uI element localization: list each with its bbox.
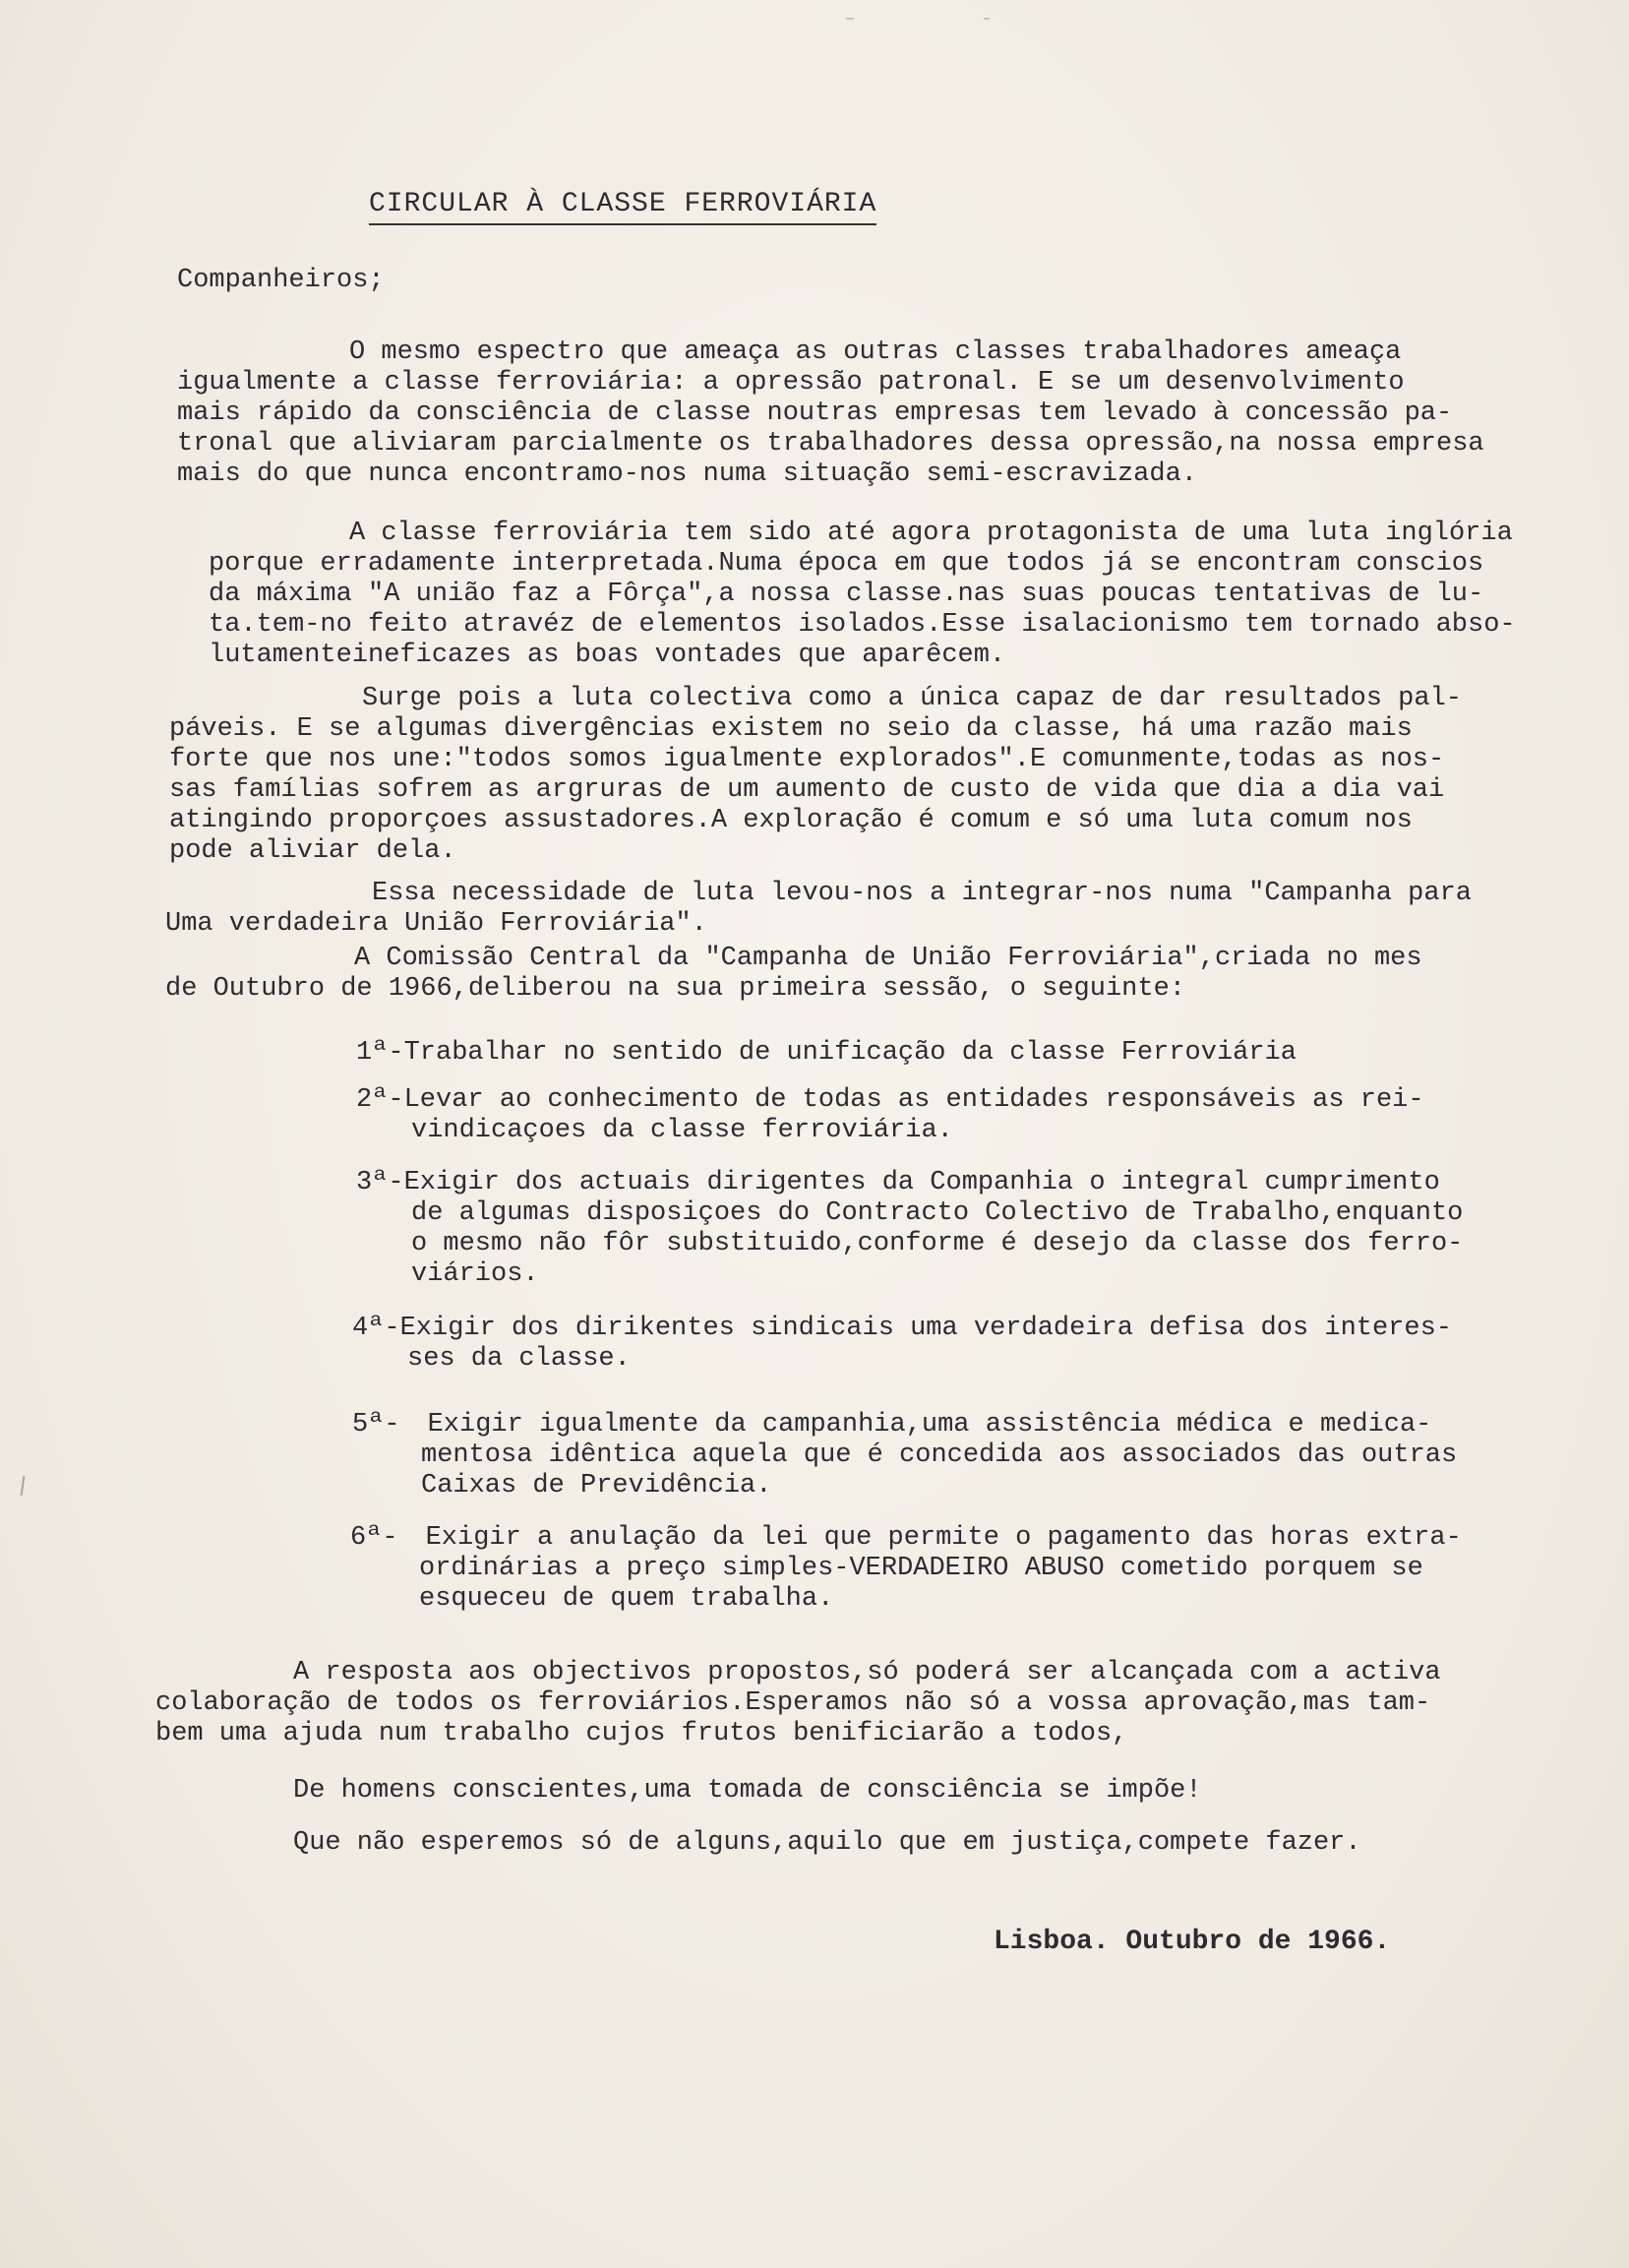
list-item-3 (356, 1168, 1463, 1290)
item-text: mentosa idêntica aquela que é concedida aos associados das outras (421, 1440, 1458, 1470)
text-line: ta.tem-no feito atravéz de elementos isolados.Esse isalacionismo tem tornado abso- (209, 610, 1516, 640)
item-text: esqueceu de quem trabalha. (419, 1584, 834, 1614)
closing-line-2: Que não esperemos só de alguns,aquilo que em justiça,compete fazer. (293, 1828, 1361, 1858)
item-number: 1ª- (356, 1038, 404, 1068)
paragraph-2 (209, 519, 1516, 671)
text-line: mais rápido da consciência de classe noutras empresas tem levado à concessão pa- (177, 398, 1453, 428)
text-line: O mesmo espectro que ameaça as outras classes trabalhadores ameaça (349, 337, 1402, 367)
text-line: lutamenteineficazes as boas vontades que aparêcem. (209, 641, 1006, 670)
text-line: pode aliviar dela. (169, 836, 456, 866)
text-line: A resposta aos objectivos propostos,só poderá ser alcançada com a activa (293, 1658, 1441, 1687)
item-text: vindicaçoes da classe ferroviária. (411, 1116, 953, 1145)
list-item-4 (352, 1314, 1452, 1375)
paper-mark (846, 18, 854, 20)
text-line: bem uma ajuda num trabalho cujos frutos benificiarão a todos, (155, 1719, 1128, 1748)
item-text: Caixas de Previdência. (421, 1471, 772, 1501)
item-text: Exigir a anulação da lei que permite o pagamento das horas extra- (425, 1523, 1462, 1553)
text-line: da máxima "A união faz a Fôrça",a nossa classe.nas suas poucas tentativas de lu- (209, 580, 1484, 609)
text-line: Uma verdadeira União Ferroviária". (165, 909, 707, 939)
item-number: 4ª- (352, 1314, 400, 1343)
text-line: A classe ferroviária tem sido até agora protagonista de uma luta inglória (349, 519, 1513, 548)
text-line: tronal que aliviaram parcialmente os trabalhadores dessa opressão,na nossa empresa (177, 429, 1484, 459)
text-line: Surge pois a luta colectiva como a única capaz de dar resultados pal- (362, 684, 1462, 713)
closing-paragraph (155, 1658, 1441, 1749)
item-text: de algumas disposiçoes do Contracto Colectivo de Trabalho,enquanto (411, 1198, 1464, 1228)
text-line: de Outubro de 1966,deliberou na sua primeira sessão, o seguinte: (165, 974, 1185, 1004)
list-item-5 (352, 1410, 1457, 1502)
text-line: forte que nos une:"todos somos igualmente explorados".E comunmente,todas as nos- (169, 745, 1445, 774)
text-line: igualmente a classe ferroviária: a opressão patronal. E se um desenvolvimento (177, 368, 1405, 398)
item-number: 6ª- (350, 1523, 398, 1553)
text-line: mais do que nunca encontramo-nos numa situação semi-escravizada. (177, 460, 1197, 489)
item-text: Trabalhar no sentido de unificação da classe Ferroviária (403, 1038, 1297, 1068)
item-text: o mesmo não fôr substituido,conforme é desejo da classe dos ferro- (411, 1229, 1464, 1258)
salutation: Companheiros; (177, 266, 385, 295)
list-item-6 (350, 1523, 1462, 1615)
item-text: Exigir dos dirikentes sindicais uma verdadeira defisa dos interes- (399, 1314, 1452, 1343)
item-text: viários. (411, 1259, 539, 1289)
item-text: Exigir dos actuais dirigentes da Companhia o integral cumprimento (403, 1168, 1440, 1197)
list-item-2 (356, 1085, 1424, 1146)
item-number: 3ª- (356, 1168, 404, 1197)
text-line: páveis. E se algumas divergências existem no seio da classe, há uma razão mais (169, 714, 1413, 744)
text-line: Essa necessidade de luta levou-nos a integrar-nos numa "Campanha para (372, 879, 1472, 908)
paragraph-4 (165, 879, 1472, 940)
paragraph-1 (177, 337, 1484, 490)
closing-line-1: De homens conscientes,uma tomada de consciência se impõe! (293, 1776, 1202, 1806)
document-title: CIRCULAR À CLASSE FERROVIÁRIA (369, 189, 876, 225)
paragraph-3 (169, 684, 1462, 867)
place-date: Lisboa. Outubro de 1966. (994, 1927, 1391, 1957)
text-line: A Comissão Central da "Campanha de União Ferroviária",criada no mes (354, 944, 1422, 973)
item-text: ordinárias a preço simples-VERDADEIRO ABUSO cometido porquem se (419, 1554, 1423, 1583)
item-number: 5ª- (352, 1410, 400, 1440)
list-item-1 (356, 1038, 1297, 1069)
item-number: 2ª- (356, 1085, 404, 1115)
item-text: ses da classe. (407, 1344, 631, 1374)
item-text: Levar ao conhecimento de todas as entidades responsáveis as rei- (403, 1085, 1424, 1115)
text-line: atingindo proporçoes assustadores.A exploração é comum e só uma luta comum nos (169, 806, 1413, 835)
text-line: colaboração de todos os ferroviários.Esperamos não só a vossa aprovação,mas tam- (155, 1688, 1431, 1718)
paper-mark (984, 18, 990, 20)
margin-mark (21, 1476, 26, 1496)
paragraph-5 (165, 944, 1422, 1005)
text-line: sas famílias sofrem as argruras de um aumento de custo de vida que dia a dia vai (169, 775, 1445, 805)
text-line: porque erradamente interpretada.Numa época em que todos já se encontram conscios (209, 549, 1484, 579)
item-text: Exigir igualmente da campanhia,uma assistência médica e medica- (427, 1410, 1432, 1440)
